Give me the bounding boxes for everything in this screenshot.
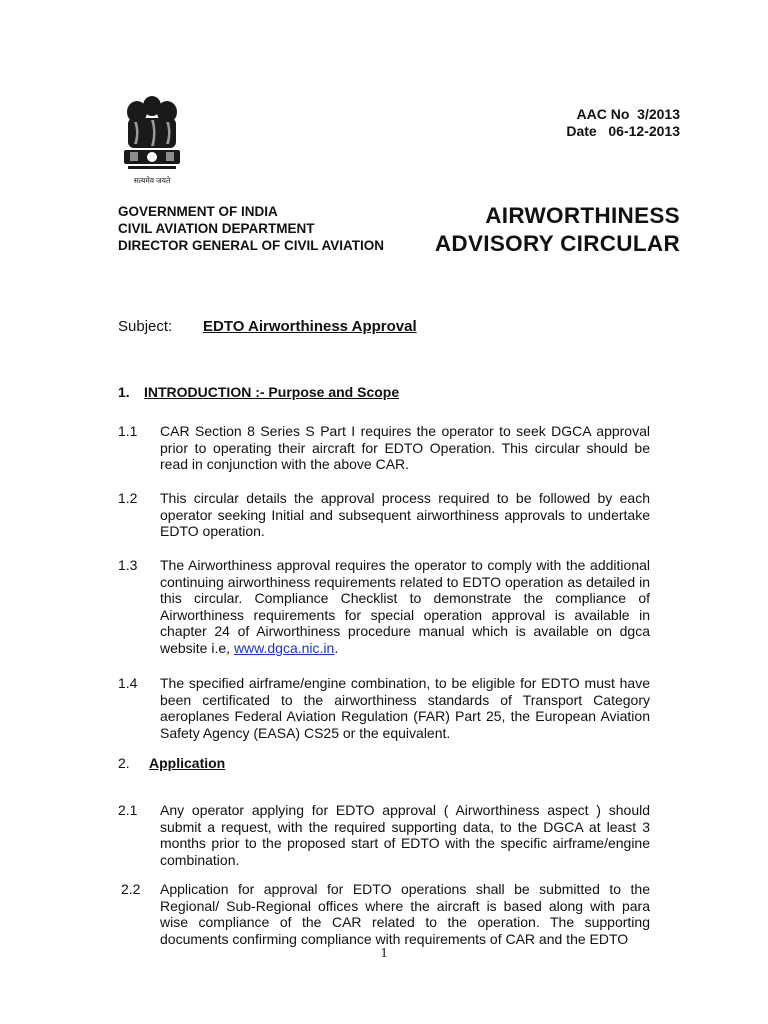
paragraph-body: The Airworthiness approval requires the operator to comply with the additional continuing airworthiness requirements related to EDTO operation as detailed in this circular. Compliance Checklist to demonstrate the compliance of Airworthiness requirements for special operation approval is available in chapter 24 of Airworthiness procedure manual which is available on dgca website i.e, [160, 557, 650, 656]
section-number: 2. [118, 755, 130, 771]
aac-number: AAC No 3/2013 [576, 106, 680, 122]
paragraph-number: 1.1 [118, 423, 138, 439]
emblem-caption: सत्यमेव जयते [133, 176, 171, 185]
lion-capital-icon [118, 90, 186, 190]
section-heading [118, 755, 225, 771]
title-line-2: ADVISORY CIRCULAR [434, 231, 680, 256]
issuing-authority [118, 203, 384, 254]
document-title [435, 202, 680, 258]
dgca-website-link[interactable]: www.dgca.nic.in [233, 639, 335, 656]
issue-date: Date 06-12-2013 [566, 123, 680, 139]
paragraph-number: 1.4 [118, 675, 138, 691]
org-line-2: CIVIL AVIATION DEPARTMENT [118, 221, 315, 236]
org-line-3: DIRECTOR GENERAL OF CIVIL AVIATION [118, 238, 385, 253]
section-number: 1. [118, 384, 130, 400]
paragraph-number: 2.2 [121, 881, 141, 897]
paragraph-text: Any operator applying for EDTO approval ( Airworthiness aspect ) should submit a request, with the required supporting data, to the DGCA at least 3 months prior to the proposed start of EDTO with the specific airframe/engine combination. [160, 802, 650, 868]
org-line-1: GOVERNMENT OF INDIA [118, 204, 278, 219]
paragraph-text [160, 557, 650, 657]
section-title: INTRODUCTION :- Purpose and Scope [144, 384, 400, 400]
paragraph-number: 1.2 [118, 490, 138, 506]
section-heading [118, 384, 399, 400]
subject-value: EDTO Airworthiness Approval [203, 318, 417, 335]
paragraph-text: This circular details the approval process required to be followed by each operator seeking Initial and subsequent airworthiness approvals to undertake EDTO operation. [160, 490, 650, 540]
subject-label: Subject: [118, 318, 173, 335]
paragraph-suffix: . [334, 639, 339, 656]
subject-line [118, 318, 417, 335]
page-number: 1 [380, 946, 388, 961]
paragraph-number: 2.1 [118, 802, 138, 818]
section-title: Application [149, 755, 226, 771]
title-line-1: AIRWORTHINESS [485, 203, 680, 228]
paragraph-text: The specified airframe/engine combination, to be eligible for EDTO must have been certificated to the airworthiness standards of Transport Category aeroplanes Federal Aviation Regulation (FAR) Part 25, the European Aviation Safety Agency (EASA) CS25 or the equivalent. [160, 675, 650, 741]
paragraph-text: Application for approval for EDTO operations shall be submitted to the Regional/ Sub-Regional offices where the aircraft is based along with para wise compliance of the CAR related to the operation. The supporting documents confirming compliance with requirements of CAR and the EDTO [160, 881, 650, 947]
state-emblem [118, 90, 186, 190]
paragraph-text: CAR Section 8 Series S Part I requires the operator to seek DGCA approval prior to operating their aircraft for EDTO Operation. This circular should be read in conjunction with the above CAR. [160, 423, 650, 473]
circular-reference [566, 106, 680, 140]
paragraph-number: 1.3 [118, 557, 138, 573]
